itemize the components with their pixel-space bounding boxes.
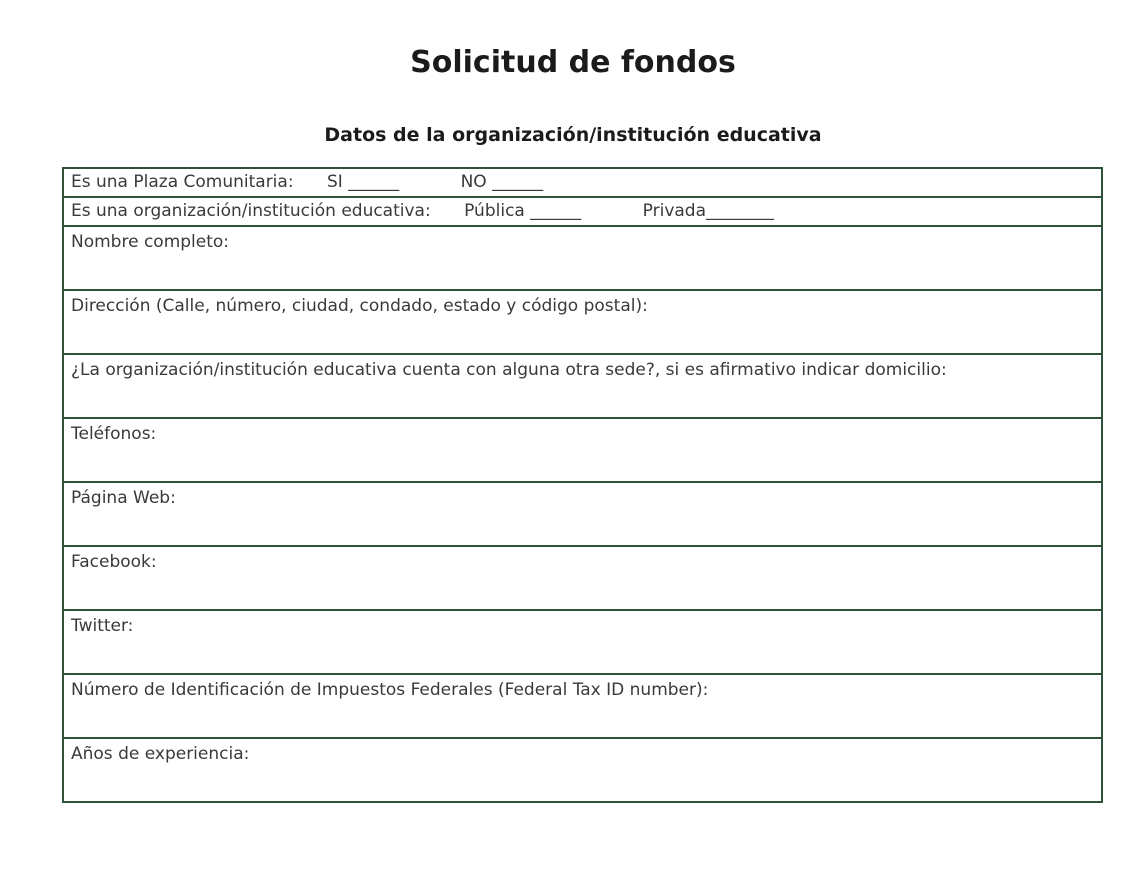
table-row-federal-tax-id	[63, 674, 1102, 738]
field-label: Facebook:	[71, 552, 157, 572]
table-row-facebook	[63, 546, 1102, 610]
field-label: ¿La organización/institución educativa cuenta con alguna otra sede?, si es afirmativo indicar domicilio:	[71, 360, 947, 380]
field-label: Teléfonos:	[71, 424, 157, 444]
option-no-blank: NO ______	[460, 172, 544, 192]
form-cell	[63, 738, 1102, 802]
table-row-otra-sede	[63, 354, 1102, 418]
form-cell	[63, 610, 1102, 674]
option-privada-blank: Privada________	[642, 201, 775, 221]
form-cell	[63, 482, 1102, 546]
field-label: Es una organización/institución educativa:	[71, 201, 431, 221]
field-label: Número de Identificación de Impuestos Federales (Federal Tax ID number):	[71, 680, 709, 700]
table-row-nombre-completo	[63, 226, 1102, 290]
field-label: Años de experiencia:	[71, 744, 250, 764]
form-cell	[63, 546, 1102, 610]
table-row-direccion	[63, 290, 1102, 354]
form-cell	[63, 418, 1102, 482]
section-title: Datos de la organización/institución educativa	[324, 124, 822, 146]
form-cell	[63, 354, 1102, 418]
form-cell	[63, 290, 1102, 354]
field-label: Es una Plaza Comunitaria:	[71, 172, 294, 192]
table-row-anos-experiencia	[63, 738, 1102, 802]
table-row-twitter	[63, 610, 1102, 674]
table-row-tipo-institucion	[63, 197, 1102, 226]
field-label: Dirección (Calle, número, ciudad, condado, estado y código postal):	[71, 296, 648, 316]
form-cell	[63, 168, 1102, 197]
document-title: Solicitud de fondos	[410, 45, 736, 80]
form-cell	[63, 197, 1102, 226]
table-row-telefonos	[63, 418, 1102, 482]
field-label: Nombre completo:	[71, 232, 230, 252]
org-data-table	[62, 167, 1103, 803]
option-publica-blank: Pública ______	[464, 201, 582, 221]
form-cell	[63, 226, 1102, 290]
option-si-blank: SI ______	[326, 172, 400, 192]
table-row-plaza-comunitaria	[63, 168, 1102, 197]
table-row-pagina-web	[63, 482, 1102, 546]
form-cell	[63, 674, 1102, 738]
field-label: Twitter:	[71, 616, 134, 636]
field-label: Página Web:	[71, 488, 176, 508]
